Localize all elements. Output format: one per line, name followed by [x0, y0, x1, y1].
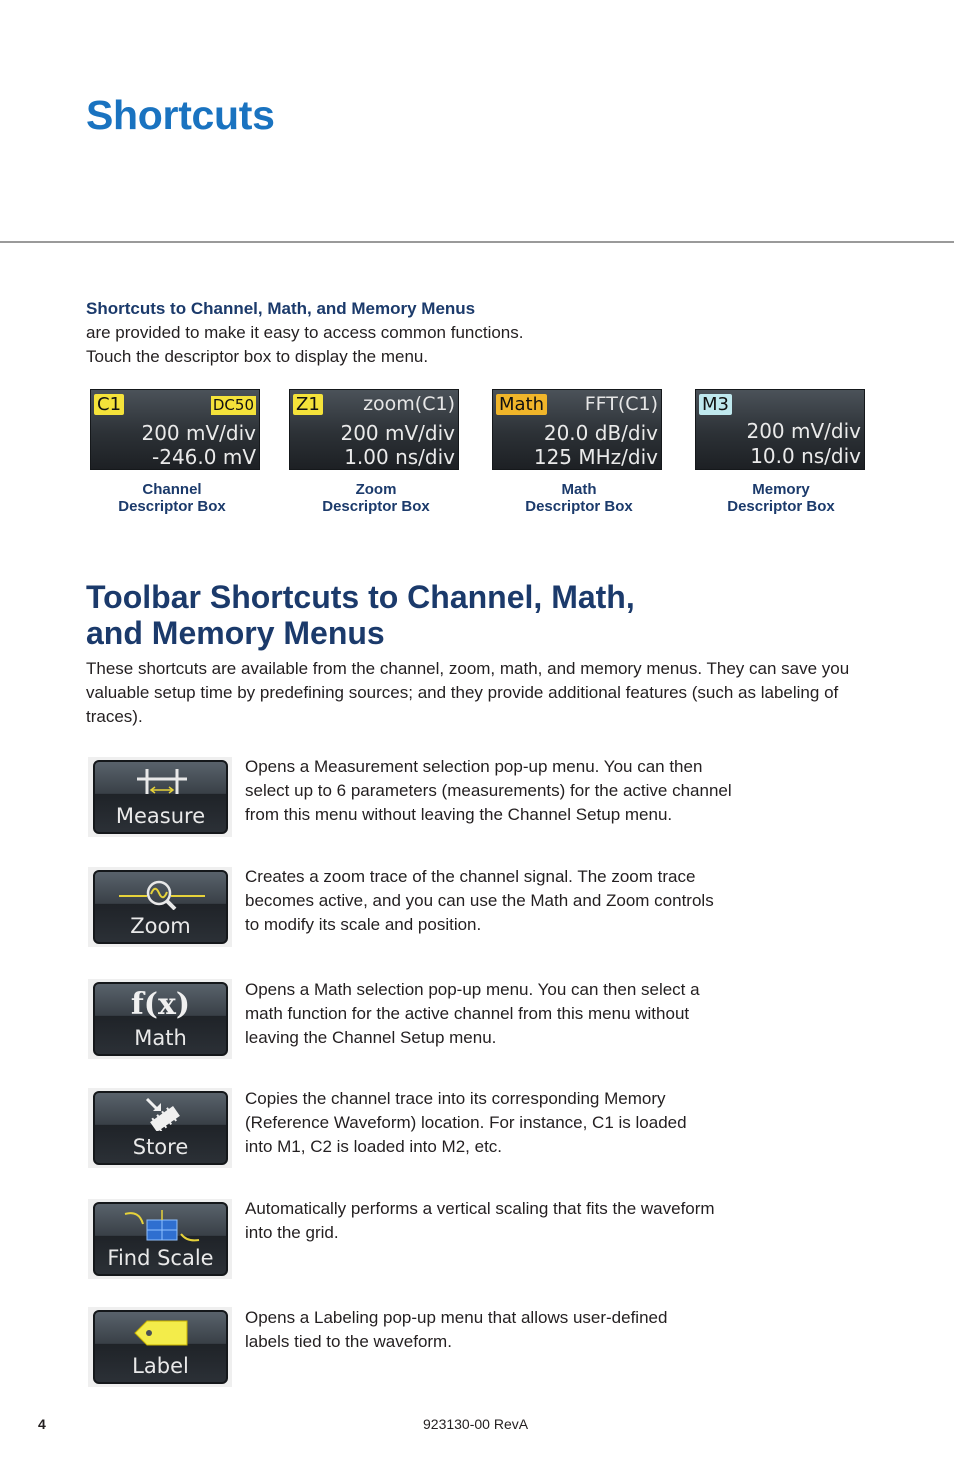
find-scale-description: Automatically performs a vertical scaling that fits the waveform into the grid. — [245, 1199, 715, 1242]
channel-descriptor-box[interactable] — [90, 389, 260, 470]
divider — [0, 241, 954, 243]
button-label: Label — [132, 1354, 189, 1378]
find-scale-button[interactable] — [93, 1202, 228, 1276]
descriptor-timebase: 125 MHz/div — [533, 445, 658, 469]
descriptor-source: zoom(C1) — [363, 393, 455, 415]
math-button-frame — [88, 979, 232, 1059]
find-scale-button-frame — [88, 1199, 232, 1279]
button-label: Store — [132, 1135, 189, 1159]
label-description: Opens a Labeling pop-up menu that allows user-defined labels tied to the waveform. — [245, 1308, 668, 1351]
button-label: Find Scale — [107, 1246, 214, 1270]
descriptor-tag: C1 — [94, 394, 124, 415]
page-number: 4 — [38, 1416, 46, 1432]
memory-descriptor-caption: Memory Descriptor Box — [727, 481, 835, 515]
intro-block — [86, 297, 786, 369]
descriptor-tag: Z1 — [293, 394, 323, 415]
channel-descriptor-caption: Channel Descriptor Box — [118, 481, 226, 515]
descriptor-scale: 200 mV/div — [340, 421, 455, 445]
store-chip-icon — [95, 1097, 228, 1131]
descriptor-tag: Math — [496, 394, 547, 415]
math-descriptor-caption: Math Descriptor Box — [525, 481, 633, 515]
find-scale-icon — [95, 1208, 228, 1242]
intro-line: are provided to make it easy to access common functions. — [86, 323, 524, 342]
descriptor-timebase: 10.0 ns/div — [750, 444, 861, 468]
section-description: These shortcuts are available from the channel, zoom, math, and memory menus. They can save you valuable setup time by predefining sources; and they provide additional features (such as labeling of traces). — [86, 659, 850, 726]
label-button[interactable] — [93, 1310, 228, 1384]
math-description: Opens a Math selection pop-up menu. You can then select a math function for the active channel from this menu without leaving the Channel Setup menu. — [245, 980, 700, 1047]
math-button[interactable] — [93, 982, 228, 1056]
section-heading: Toolbar Shortcuts to Channel, Math, and Memory Menus — [86, 579, 635, 651]
button-label: Zoom — [130, 914, 191, 938]
measure-icon — [95, 766, 228, 800]
zoom-descriptor-caption: Zoom Descriptor Box — [322, 481, 430, 515]
document-id: 923130-00 RevA — [423, 1416, 529, 1432]
fx-icon: f(x) — [130, 987, 191, 1022]
intro-line: Touch the descriptor box to display the menu. — [86, 347, 429, 366]
store-button[interactable] — [93, 1091, 228, 1165]
measure-button[interactable] — [93, 760, 228, 834]
descriptor-timebase: 1.00 ns/div — [344, 445, 455, 469]
measure-description: Opens a Measurement selection pop-up menu. You can then select up to 6 parameters (measurements) for the active channel from this menu without leaving the Channel Setup menu. — [245, 757, 732, 824]
tag-label-icon — [95, 1316, 228, 1350]
page-title: Shortcuts — [86, 92, 275, 138]
zoom-button[interactable] — [93, 870, 228, 944]
measure-button-frame — [88, 757, 232, 837]
store-description: Copies the channel trace into its corresponding Memory (Reference Waveform) location. For instance, C1 is loaded into M1, C2 is loaded into M2, etc. — [245, 1089, 687, 1156]
store-button-frame — [88, 1088, 232, 1168]
descriptor-scale: 200 mV/div — [746, 419, 861, 443]
zoom-description: Creates a zoom trace of the channel signal. The zoom trace becomes active, and you can use the Math and Zoom controls to modify its scale and position. — [245, 867, 714, 934]
math-descriptor-box[interactable] — [492, 389, 662, 470]
zoom-button-frame — [88, 867, 232, 947]
descriptor-scale: 200 mV/div — [141, 421, 256, 445]
coupling-badge: DC50 — [212, 396, 254, 414]
descriptor-scale: 20.0 dB/div — [543, 421, 658, 445]
zoom-magnifier-icon — [95, 876, 228, 910]
descriptor-source: FFT(C1) — [584, 393, 658, 415]
intro-heading: Shortcuts to Channel, Math, and Memory Menus — [86, 299, 476, 318]
zoom-descriptor-box[interactable] — [289, 389, 459, 470]
label-button-frame — [88, 1307, 232, 1387]
button-label: Math — [134, 1026, 187, 1050]
button-label: Measure — [115, 804, 206, 828]
descriptor-tag: M3 — [699, 394, 732, 415]
descriptor-offset: -246.0 mV — [152, 445, 256, 469]
memory-descriptor-box[interactable] — [695, 389, 865, 470]
